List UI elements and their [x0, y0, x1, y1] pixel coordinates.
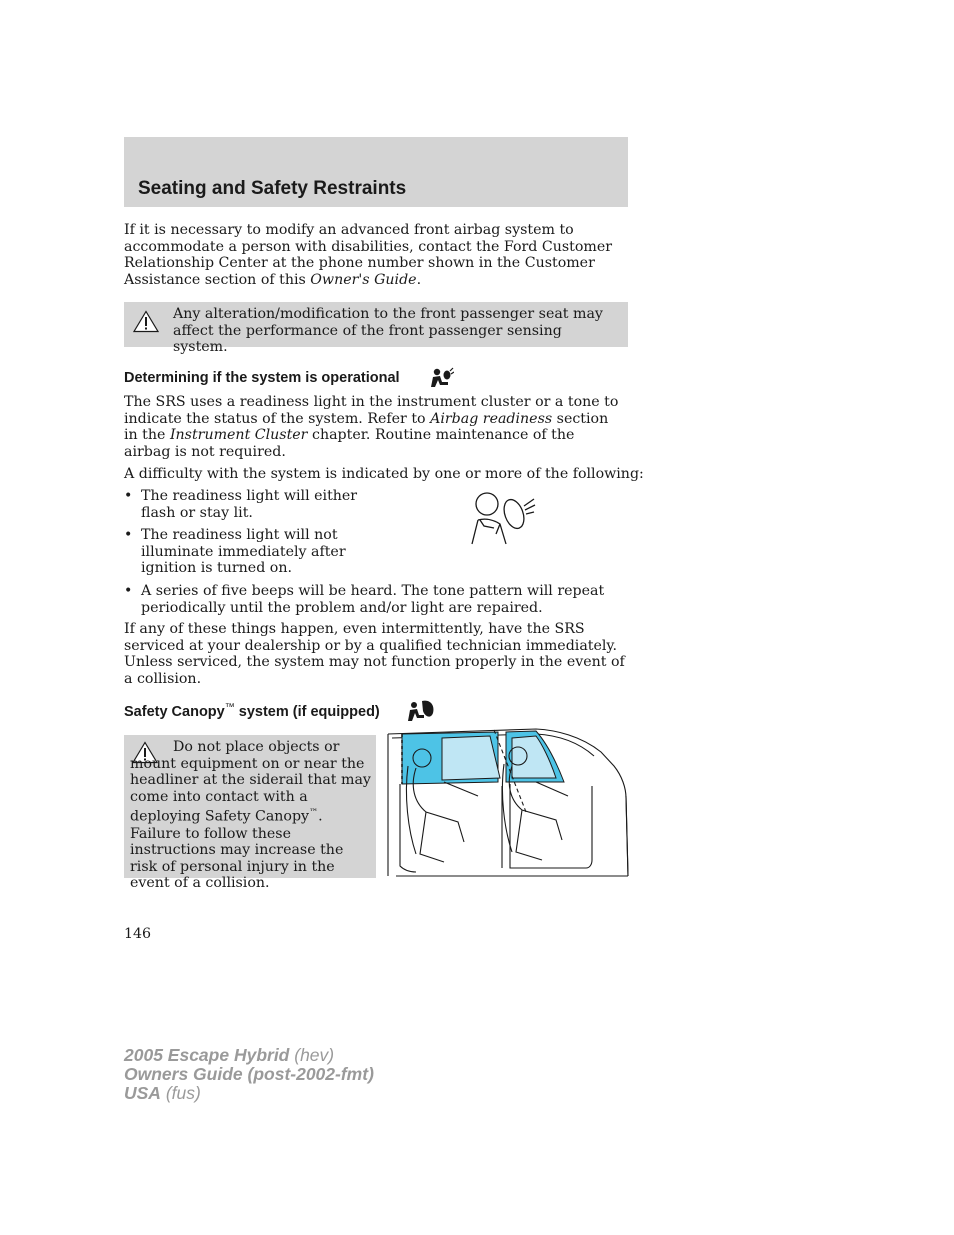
bullet-dot: •: [124, 583, 133, 599]
footer-identification: [124, 1046, 374, 1103]
footer-line-2: Owners Guide (post-2002-fmt): [124, 1064, 374, 1084]
page-title: Seating and Safety Restraints: [138, 178, 407, 199]
safety-canopy-illustration: [386, 726, 630, 878]
warning-text-seat: Any alteration/modification to the front passenger seat may affect the performance of the front passenger sensing system.: [173, 306, 603, 356]
owners-guide-emphasis: Owner's Guide: [310, 271, 417, 288]
heading-system-operational: Determining if the system is operational: [124, 370, 400, 386]
page-number: 146: [124, 926, 152, 942]
warning-box-seat: [124, 302, 628, 356]
bullet-text: A series of five beeps will be heard. The tone pattern will repeat periodically until the problem and/or light are repaired.: [141, 583, 605, 616]
bullet-text: The readiness light will not illuminate immediately after ignition is turned on.: [141, 527, 346, 577]
srs-paragraph: The SRS uses a readiness light in the instrument cluster or a tone to indicate the status of the system. Refer to Airbag readiness section in the Instrument Cluster chapter. Routine maintenance of the airbag is not required.: [124, 394, 619, 460]
service-paragraph: If any of these things happen, even intermittently, have the SRS serviced at your dealership or by a qualified technician immediately. Unless serviced, the system may not function properly in the event of a collision.: [124, 621, 625, 687]
heading-safety-canopy: Safety Canopy™ system (if equipped): [124, 702, 380, 720]
intro-paragraph: If it is necessary to modify an advanced front airbag system to accommodate a person with disabilities, contact the Ford Customer Relationship Center at the phone number shown in the Customer Assistance section of this Owner's Guide.: [124, 222, 613, 288]
warning-box-headliner: [124, 735, 376, 892]
bullet-item-1: [124, 488, 364, 521]
warning-text-headliner: Do not place objects or mount equipment on or near the headliner at the siderail that may come into contact with a deploying Safety Canopy™. Failure to follow these instructions may increase the risk of personal injury in the event of a collision.: [130, 739, 371, 892]
bullet-item-3: [124, 583, 614, 616]
bullet-dot: •: [124, 527, 133, 543]
bullet-dot: •: [124, 488, 133, 504]
trademark-mark: ™: [309, 808, 319, 819]
airbag-icon: [428, 367, 454, 389]
bullet-item-2: [124, 527, 364, 577]
trademark-mark: ™: [224, 702, 235, 713]
warning-triangle-icon: [133, 310, 159, 333]
bullet-text: The readiness light will either flash or stay lit.: [141, 488, 358, 521]
footer-line-1: 2005 Escape Hybrid (hev): [124, 1045, 335, 1065]
airbag-person-illustration: [466, 490, 538, 550]
safety-canopy-icon: [407, 699, 435, 722]
difficulty-paragraph: A difficulty with the system is indicated by one or more of the following:: [124, 466, 644, 482]
footer-line-3: USA (fus): [124, 1083, 201, 1103]
